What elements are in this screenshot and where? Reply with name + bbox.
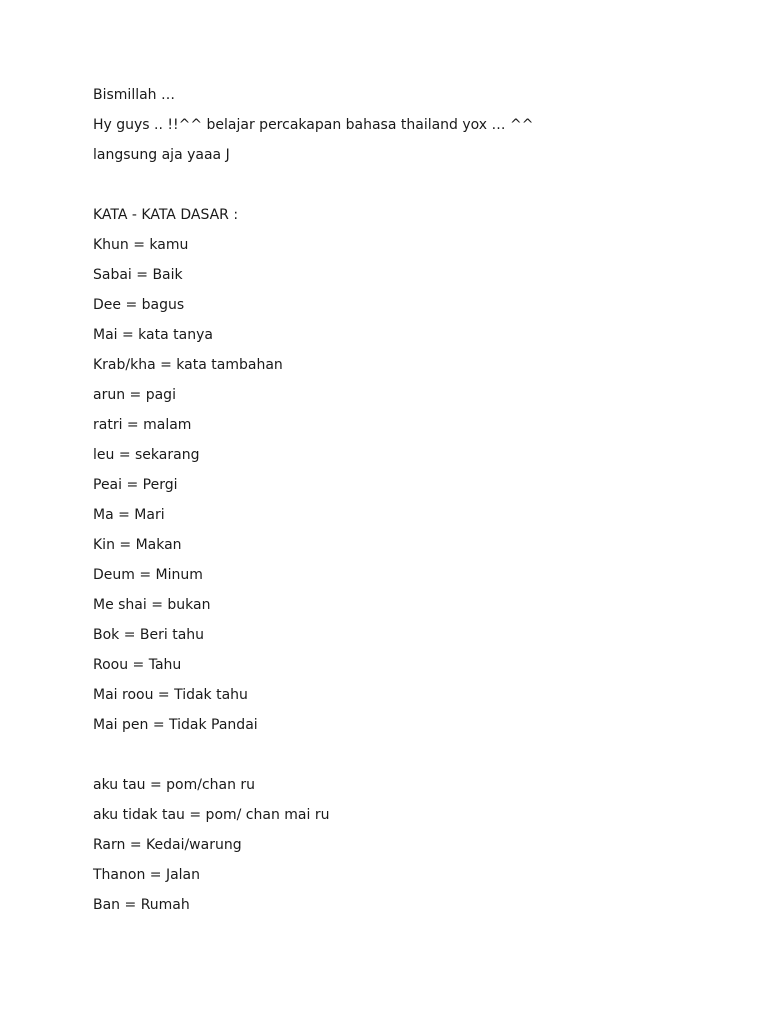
intro-line: Bismillah …	[93, 87, 175, 103]
vocab-line: Khun = kamu	[93, 237, 189, 253]
blank-line	[93, 745, 693, 775]
vocab-line: Mai = kata tanya	[93, 327, 213, 343]
intro-line: langsung aja yaaa J	[93, 147, 230, 163]
vocab-line: arun = pagi	[93, 387, 176, 403]
vocab-line: Sabai = Baik	[93, 267, 183, 283]
vocab-line: Kin = Makan	[93, 537, 182, 553]
vocab-line: aku tau = pom/chan ru	[93, 777, 256, 793]
vocab-line: aku tidak tau = pom/ chan mai ru	[93, 807, 330, 823]
section-heading: KATA - KATA DASAR :	[93, 207, 239, 223]
document-body	[93, 85, 693, 925]
vocab-line: Krab/kha = kata tambahan	[93, 357, 283, 373]
vocab-line: Rarn = Kedai/warung	[93, 837, 242, 853]
vocab-line: Deum = Minum	[93, 567, 203, 583]
vocab-line: leu = sekarang	[93, 447, 200, 463]
vocab-line: Ma = Mari	[93, 507, 165, 523]
vocab-line: Me shai = bukan	[93, 597, 211, 613]
vocab-line: Bok = Beri tahu	[93, 627, 205, 643]
blank-line	[93, 175, 693, 205]
vocab-line: Dee = bagus	[93, 297, 185, 313]
vocab-line: ratri = malam	[93, 417, 192, 433]
vocab-line: Roou = Tahu	[93, 657, 182, 673]
vocab-line: Thanon = Jalan	[93, 867, 200, 883]
vocab-line: Ban = Rumah	[93, 897, 190, 913]
intro-line: Hy guys .. !!^^ belajar percakapan bahasa thailand yox … ^^	[93, 117, 534, 133]
vocab-line: Mai pen = Tidak Pandai	[93, 717, 258, 733]
vocab-line: Mai roou = Tidak tahu	[93, 687, 248, 703]
vocab-line: Peai = Pergi	[93, 477, 178, 493]
